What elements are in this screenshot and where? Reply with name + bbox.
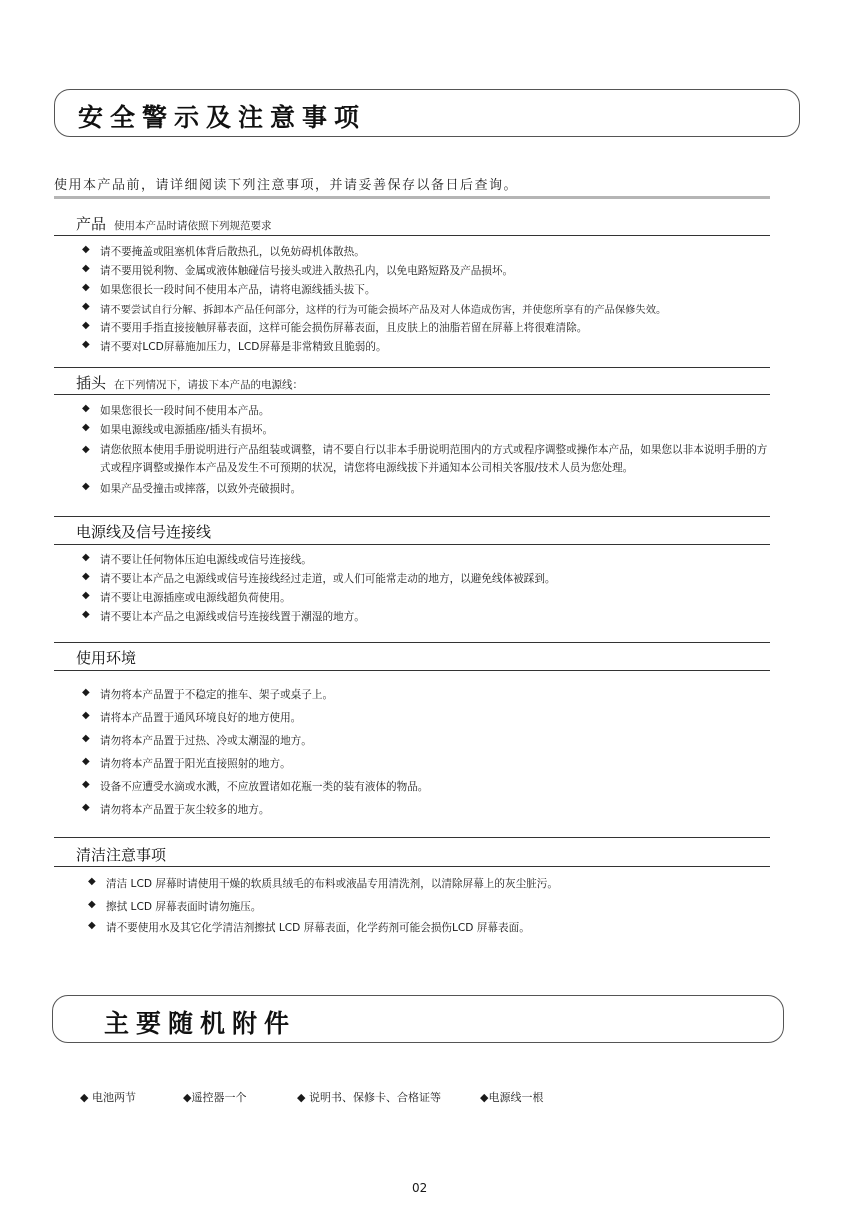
item-list-plug xyxy=(82,403,772,500)
section-title: 插头 xyxy=(76,374,107,392)
list-item: ◆ 请将本产品置于通风环境良好的地方使用。 xyxy=(82,710,302,724)
diamond-bullet-icon: ◆ xyxy=(82,339,90,350)
section-divider xyxy=(54,367,770,368)
section-title: 电源线及信号连接线 xyxy=(76,523,212,541)
diamond-bullet-icon: ◆ xyxy=(82,590,90,601)
list-item: ◆ 如果产品受撞击或摔落，以致外壳破损时。 xyxy=(82,481,302,495)
accessory-item: ◆遥控器一个 xyxy=(183,1091,247,1104)
diamond-bullet-icon: ◆ xyxy=(82,802,90,813)
list-item: ◆ 请不要掩盖或阻塞机体背后散热孔，以免妨碍机体散热。 xyxy=(82,244,365,258)
section-title: 产品 xyxy=(76,215,107,233)
list-item: ◆ 如果您很长一段时间不使用本产品。 xyxy=(82,403,270,417)
list-item: ◆ 请勿将本产品置于不稳定的推车、架子或桌子上。 xyxy=(82,687,334,701)
list-item: ◆ 请不要让任何物体压迫电源线或信号连接线。 xyxy=(82,552,312,566)
list-item: ◆ 请不要尝试自行分解、拆卸本产品任何部分，这样的行为可能会损坏产品及对人体造成伤害，并使您所享有的产品保修失效。 xyxy=(82,301,667,316)
diamond-bullet-icon: ◆ xyxy=(82,320,90,331)
list-item: ◆ 如果您很长一段时间不使用本产品，请将电源线插头拔下。 xyxy=(82,282,376,296)
section-divider xyxy=(54,866,770,867)
list-item: ◆ 请不要使用水及其它化学清洁剂擦拭 LCD 屏幕表面，化学药剂可能会损伤LCD 屏幕表面。 xyxy=(88,920,530,934)
list-item: ◆ 请不要让本产品之电源线或信号连接线经过走道，或人们可能常走动的地方，以避免线体被踩到。 xyxy=(82,571,556,585)
list-item: ◆ 请您依照本使用手册说明进行产品组装或调整，请不要自行以非本手册说明范围内的方式或程序调整或操作本产品，如果您以非本说明手册的方式或程序调整或操作本产品及发生不可预期的状况，请您将电源线拔下并通知本公司相关客服/技术人员为您处理。 xyxy=(82,441,772,477)
page-title: 安全警示及注意事项 xyxy=(78,103,367,132)
diamond-bullet-icon: ◆ xyxy=(82,282,90,293)
list-item: ◆ 请不要让电源插座或电源线超负荷使用。 xyxy=(82,590,291,604)
intro-divider xyxy=(54,196,770,199)
diamond-bullet-icon: ◆ xyxy=(82,687,90,698)
accessory-item: ◆ 电池两节 xyxy=(80,1091,136,1104)
list-item: ◆ 擦拭 LCD 屏幕表面时请勿施压。 xyxy=(88,899,262,913)
page-number: 02 xyxy=(412,1181,428,1195)
section-header-environment xyxy=(76,647,136,668)
diamond-bullet-icon: ◆ xyxy=(82,571,90,582)
diamond-bullet-icon: ◆ xyxy=(82,609,90,620)
diamond-bullet-icon: ◆ xyxy=(82,552,90,563)
diamond-bullet-icon: ◆ xyxy=(82,733,90,744)
intro-text: 使用本产品前，请详细阅读下列注意事项，并请妥善保存以备日后查询。 xyxy=(54,178,519,193)
section-header-cables xyxy=(76,521,211,542)
diamond-bullet-icon: ◆ xyxy=(82,301,90,312)
list-item: ◆ 设备不应遭受水滴或水溅，不应放置诸如花瓶一类的装有液体的物品。 xyxy=(82,779,429,793)
item-list-cables xyxy=(82,552,772,628)
diamond-bullet-icon: ◆ xyxy=(88,876,96,887)
section-divider xyxy=(54,642,770,643)
accessory-item: ◆ 说明书、保修卡、合格证等 xyxy=(297,1091,441,1104)
item-list-product xyxy=(82,244,772,358)
list-item: ◆ 请不要让本产品之电源线或信号连接线置于潮湿的地方。 xyxy=(82,609,365,623)
list-item: ◆ 请勿将本产品置于灰尘较多的地方。 xyxy=(82,802,270,816)
diamond-bullet-icon: ◆ xyxy=(82,481,90,492)
diamond-bullet-icon: ◆ xyxy=(88,920,96,931)
section-divider xyxy=(54,670,770,671)
diamond-bullet-icon: ◆ xyxy=(82,263,90,274)
section-header-product xyxy=(76,213,272,234)
diamond-bullet-icon: ◆ xyxy=(82,422,90,433)
section-title: 清洁注意事项 xyxy=(76,846,167,864)
diamond-bullet-icon: ◆ xyxy=(82,779,90,790)
section-divider xyxy=(54,516,770,517)
list-item: ◆ 请不要对LCD屏幕施加压力，LCD屏幕是非常精致且脆弱的。 xyxy=(82,339,387,353)
section-divider xyxy=(54,235,770,236)
list-item: ◆ 请不要用锐利物、金属或液体触碰信号接头或进入散热孔内，以免电路短路及产品损坏。 xyxy=(82,263,514,277)
list-item: ◆ 请不要用手指直接接触屏幕表面，这样可能会损伤屏幕表面，且皮肤上的油脂若留在屏幕上将很难清除。 xyxy=(82,320,588,334)
list-item: ◆ 请勿将本产品置于阳光直接照射的地方。 xyxy=(82,756,291,770)
diamond-bullet-icon: ◆ xyxy=(82,444,90,455)
section-divider xyxy=(54,544,770,545)
list-item: ◆ 清洁 LCD 屏幕时请使用干燥的软质具绒毛的布料或液晶专用清洗剂，以清除屏幕上的灰尘脏污。 xyxy=(88,876,558,890)
section-divider xyxy=(54,837,770,838)
section-title: 使用环境 xyxy=(76,649,137,667)
list-item: ◆ 如果电源线或电源插座/插头有损坏。 xyxy=(82,422,274,436)
diamond-bullet-icon: ◆ xyxy=(82,710,90,721)
diamond-bullet-icon: ◆ xyxy=(82,403,90,414)
accessory-item: ◆电源线一根 xyxy=(480,1091,544,1104)
section-divider xyxy=(54,394,770,395)
diamond-bullet-icon: ◆ xyxy=(82,244,90,255)
section-header-plug xyxy=(76,372,303,393)
section-header-cleaning xyxy=(76,844,166,865)
diamond-bullet-icon: ◆ xyxy=(88,899,96,910)
diamond-bullet-icon: ◆ xyxy=(82,756,90,767)
item-list-cleaning xyxy=(88,876,778,941)
section-note: 使用本产品时请依照下列规范要求 xyxy=(114,220,272,232)
list-item: ◆ 请勿将本产品置于过热、冷或太潮湿的地方。 xyxy=(82,733,312,747)
item-list-environment xyxy=(82,687,772,825)
accessories-title: 主要随机附件 xyxy=(104,1009,297,1038)
section-note: 在下列情况下，请拔下本产品的电源线： xyxy=(114,379,304,391)
